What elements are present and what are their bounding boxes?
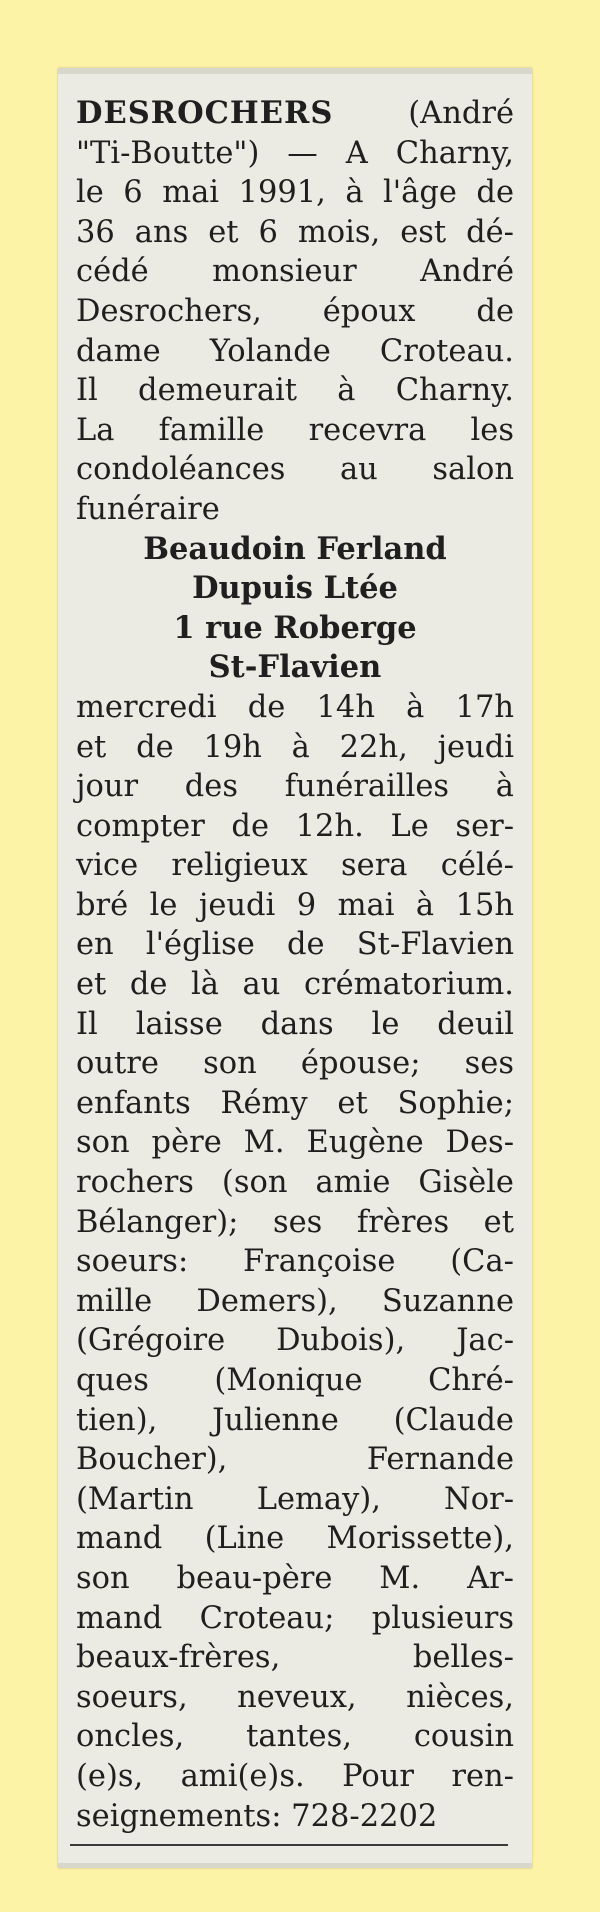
funeral-home-name: Beaudoin Ferland [143,530,447,567]
obituary-line: mercredi de 14h à 17h [76,689,514,725]
obituary-line: beaux-frères, belles- [76,1640,514,1676]
obituary-line: Boucher), Fernande [76,1442,514,1478]
obituary-line: son beau-père M. Ar- [76,1560,514,1596]
clipping-bottom-edge [58,1863,532,1868]
obituary-line: cédé monsieur André [76,254,514,290]
obituary-line: jour des funérailles à [76,769,514,805]
obituary-line: ques (Monique Chré- [76,1363,514,1398]
obituary-line: 36 ans et 6 mois, est dé- [76,214,514,250]
obituary-line: compter de 12h. Le ser- [76,808,514,844]
obituary-line: et de là au crématorium. [76,967,514,1003]
obituary-line: rochers (son amie Gisèle [76,1165,514,1201]
obituary-line: mille Demers), Suzanne [76,1283,514,1319]
clipping-top-edge [58,68,532,74]
obituary-line: mand (Line Morissette), [76,1521,514,1557]
obituary-line: dame Yolande Croteau. [76,333,514,369]
bottom-rule [70,1844,508,1846]
obituary-line [76,94,514,134]
obituary-line: mand Croteau; plusieurs [76,1600,514,1636]
obituary-line: outre son épouse; ses [76,1046,514,1082]
contact-phone-line: seignements: 728-2202 [76,1798,438,1834]
funeral-home-city: St-Flavien [208,649,382,686]
obituary-line: soeurs: Françoise (Ca- [76,1244,514,1280]
obituary-line: le 6 mai 1991, à l'âge de [76,175,514,211]
obituary-line: son père M. Eugène Des- [76,1125,514,1161]
obituary-line: tien), Julienne (Claude [76,1402,514,1438]
obituary-line: soeurs, neveux, nièces, [76,1679,514,1715]
deceased-surname: DESROCHERS [76,95,334,131]
obituary-line: Bélanger); ses frères et [76,1204,514,1240]
obituary-line-text: (André [408,96,514,131]
obituary-line: Desrochers, époux de [76,293,514,329]
obituary-line: Il demeurait à Charny. [76,373,514,409]
obituary-line: funéraire [76,491,220,527]
obituary-line: "Ti-Boutte") — A Charny, [76,135,514,171]
obituary-line: (e)s, ami(e)s. Pour ren- [76,1758,514,1794]
obituary-line: oncles, tantes, cousin [76,1719,514,1755]
obituary-line: (Martin Lemay), Nor- [76,1481,514,1517]
obituary-line: et de 19h à 22h, jeudi [76,729,514,765]
obituary-line: La famille recevra les [76,412,514,448]
funeral-home-name-2: Dupuis Ltée [192,570,398,607]
obituary-line: enfants Rémy et Sophie; [76,1085,514,1121]
obituary-line: vice religieux sera célé- [76,848,514,884]
obituary-line: condoléances au salon [76,452,514,488]
obituary-line: (Grégoire Dubois), Jac- [76,1323,514,1359]
obituary-line: bré le jeudi 9 mai à 15h [76,887,514,923]
obituary-line: en l'église de St-Flavien [76,927,514,963]
funeral-home-address: 1 rue Roberge [173,609,417,646]
obituary-line: Il laisse dans le deuil [76,1006,514,1042]
newspaper-clipping [58,68,532,1868]
obituary-text [76,94,514,1836]
